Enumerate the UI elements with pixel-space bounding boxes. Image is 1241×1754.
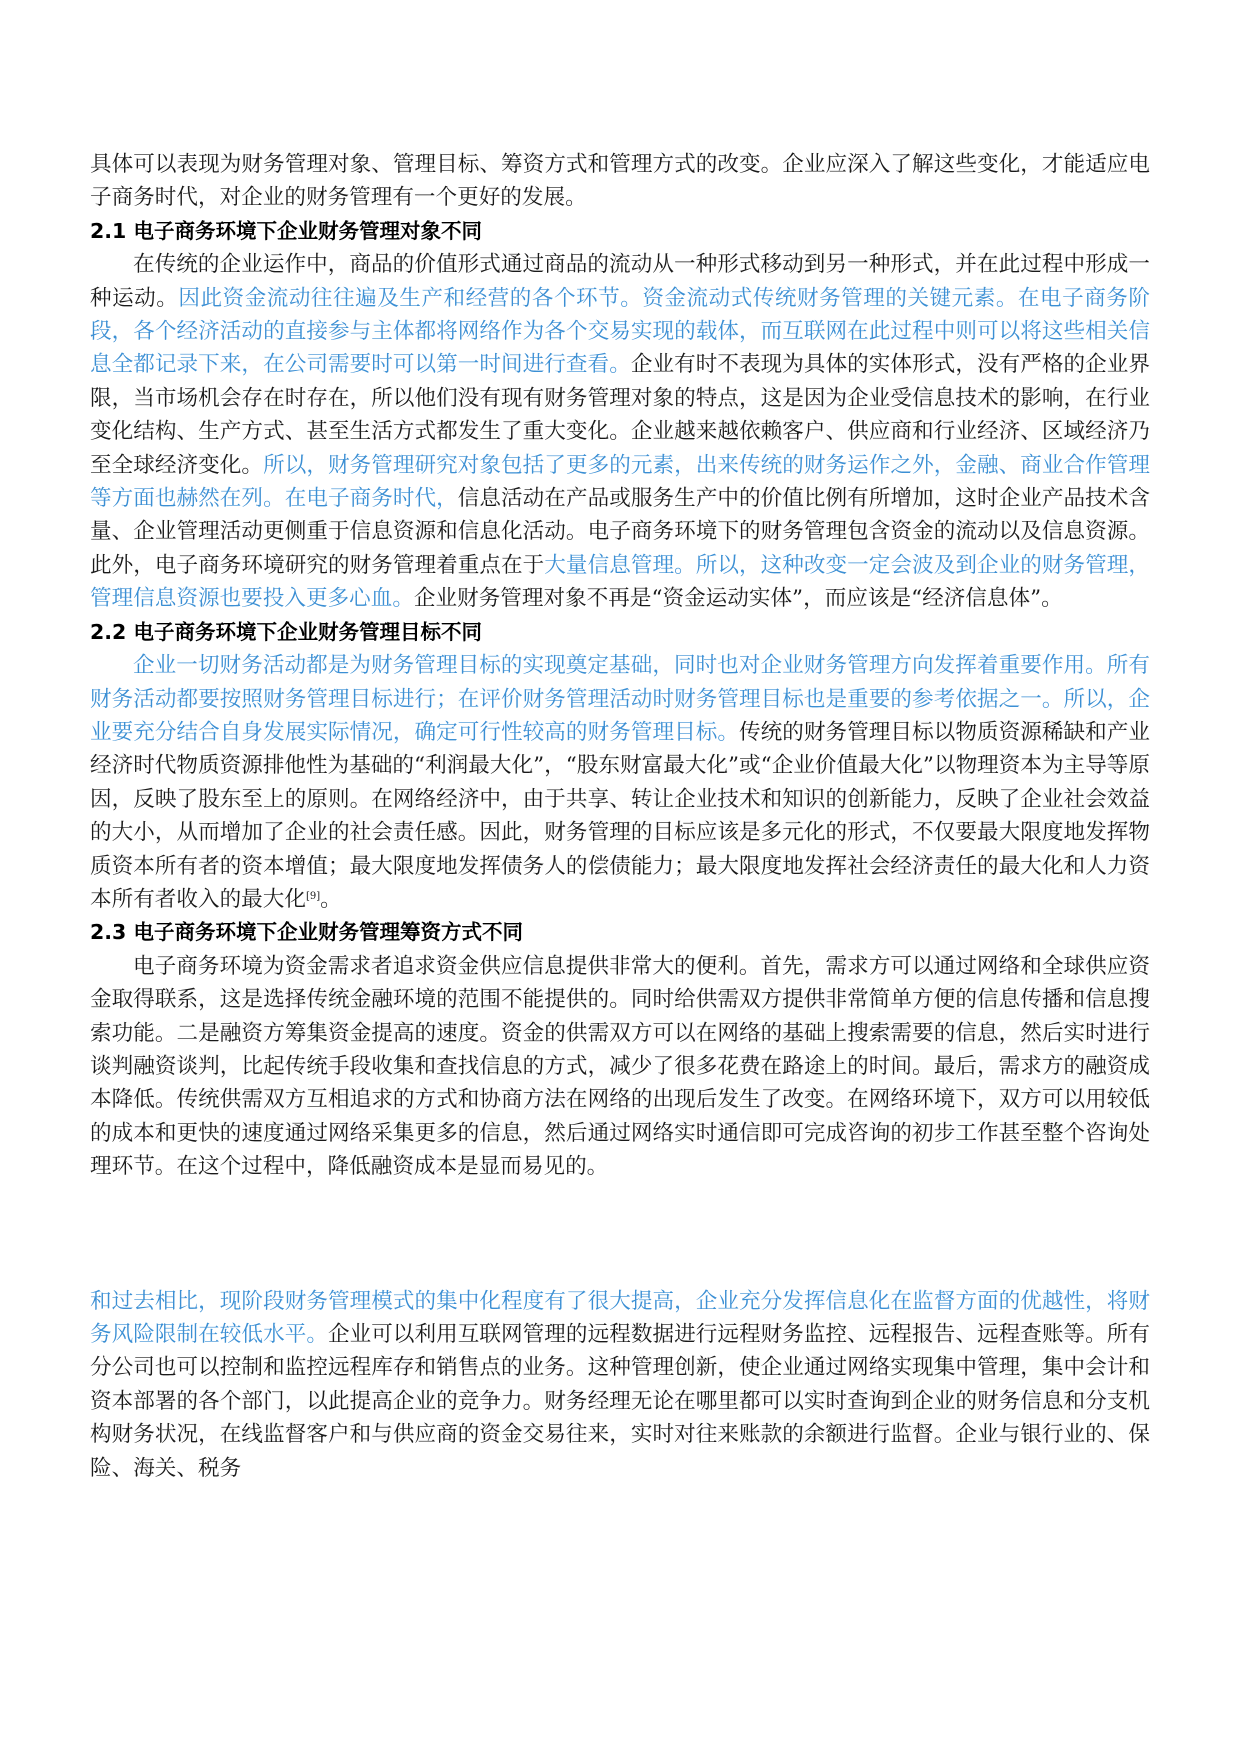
s21-text-2: 企业有时不表现为具体的实体形式，没有严格的企业界限，当市场机会存在时存在，所以他们没有现有财务管理对象的特点，这是因为企业受信息技术的影响，在行业变化结构、生产方式、甚至生活方式都发生了重大变化。企业越来越依赖客户、供应商和行业经济、区域经济乃至全球经济变化。 bbox=[90, 352, 1150, 478]
section-2-3-heading: 2.3 电子商务环境下企业财务管理筹资方式不同 bbox=[90, 920, 523, 945]
section-2-1-heading: 2.1 电子商务环境下企业财务管理对象不同 bbox=[90, 218, 482, 243]
intro-paragraph bbox=[90, 148, 1150, 215]
s21-highlight-3: 大量信息管理。所以，这种改变一定会波及到企业的财务管理，管理信息资源也要投入更多心血。 bbox=[90, 552, 1150, 612]
section-2-1-paragraph bbox=[90, 248, 1150, 615]
closing-text: 企业可以利用互联网管理的远程数据进行远程财务监控、远程报告、远程查账等。所有分公司也可以控制和监控远程库存和销售点的业务。这种管理创新，使企业通过网络实现集中管理，集中会计和资本部署的各个部门，以此提高企业的竞争力。财务经理无论在哪里都可以实时查询到企业的财务信息和分支机构财务状况，在线监督客户和与供应商的资金交易往来，实时对往来账款的余额进行监督。企业与银行业的、保险、海关、税务 bbox=[90, 1322, 1150, 1481]
section-gap bbox=[90, 1184, 1150, 1285]
section-2-2-paragraph bbox=[90, 649, 1150, 916]
s22-highlight-1: 企业一切财务活动都是为财务管理目标的实现奠定基础，同时也对企业财务管理方向发挥着重要作用。所有财务活动都要按照财务管理目标进行；在评价财务管理活动时财务管理目标也是重要的参考依据之一。所以，企业要充分结合自身发展实际情况，确定可行性较高的财务管理目标。 bbox=[90, 653, 1150, 745]
document-page bbox=[90, 148, 1150, 1485]
closing-paragraph bbox=[90, 1285, 1150, 1485]
s23-text: 电子商务环境为资金需求者追求资金供应信息提供非常大的便利。首先，需求方可以通过网络和全球供应资金取得联系，这是选择传统金融环境的范围不能提供的。同时给供需双方提供非常简单方便的信息传播和信息搜索功能。二是融资方筹集资金提高的速度。资金的供需双方可以在网络的基础上搜索需要的信息，然后实时进行谈判融资谈判，比起传统手段收集和查找信息的方式，减少了很多花费在路途上的时间。最后，需求方的融资成本降低。传统供需双方互相追求的方式和协商方法在网络的出现后发生了改变。在网络环境下，双方可以用较低的成本和更快的速度通过网络采集更多的信息，然后通过网络实时通信即可完成咨询的初步工作甚至整个咨询处理环节。在这个过程中，降低融资成本是显而易见的。 bbox=[90, 953, 1150, 1180]
s21-text-3: 信息活动在产品或服务生产中的价值比例有所增加，这时企业产品技术含量、企业管理活动更侧重于信息资源和信息化活动。电子商务环境下的财务管理包含资金的流动以及信息资源。此外，电子商务环境研究的财务管理着重点在于 bbox=[90, 486, 1150, 578]
s22-text-2: 。 bbox=[320, 886, 342, 912]
citation-ref: [9] bbox=[305, 890, 321, 902]
s21-highlight-2: 所以，财务管理研究对象包括了更多的元素，出来传统的财务运作之外，金融、商业合作管理等方面也赫然在列。在电子商务时代， bbox=[90, 452, 1150, 512]
section-2-2-heading: 2.2 电子商务环境下企业财务管理目标不同 bbox=[90, 619, 482, 644]
closing-highlight: 和过去相比，现阶段财务管理模式的集中化程度有了很大提高，企业充分发挥信息化在监督方面的优越性，将财务风险限制在较低水平。 bbox=[90, 1288, 1150, 1347]
s21-highlight-1: 因此资金流动往往遍及生产和经营的各个环节。资金流动式传统财务管理的关键元素。在电子商务阶段，各个经济活动的直接参与主体都将网络作为各个交易实现的载体，而互联网在此过程中则可以将这些相关信息全都记录下来，在公司需要时可以第一时间进行查看。 bbox=[90, 285, 1150, 378]
s21-text-1: 在传统的企业运作中，商品的价值形式通过商品的流动从一种形式移动到另一种形式，并在此过程中形成一种运动。 bbox=[90, 252, 1150, 311]
s21-text-4: 企业财务管理对象不再是“资金运动实体”，而应该是“经济信息体”。 bbox=[413, 586, 1063, 612]
section-2-3-paragraph bbox=[90, 950, 1150, 1184]
s22-text-1: 传统的财务管理目标以物质资源稀缺和产业经济时代物质资源排他性为基础的“利润最大化”，“股东财富最大化”或“企业价值最大化”以物理资本为主导等原因，反映了股东至上的原则。在网络经济中，由于共享、转让企业技术和知识的创新能力，反映了企业社会效益的大小，从而增加了企业的社会责任感。因此，财务管理的目标应该是多元化的形式，不仅要最大限度地发挥物质资本所有者的资本增值；最大限度地发挥债务人的偿债能力；最大限度地发挥社会经济责任的最大化和人力资本所有者收入的最大化 bbox=[90, 719, 1150, 912]
intro-text: 具体可以表现为财务管理对象、管理目标、筹资方式和管理方式的改变。企业应深入了解这些变化，才能适应电子商务时代，对企业的财务管理有一个更好的发展。 bbox=[90, 152, 1150, 211]
